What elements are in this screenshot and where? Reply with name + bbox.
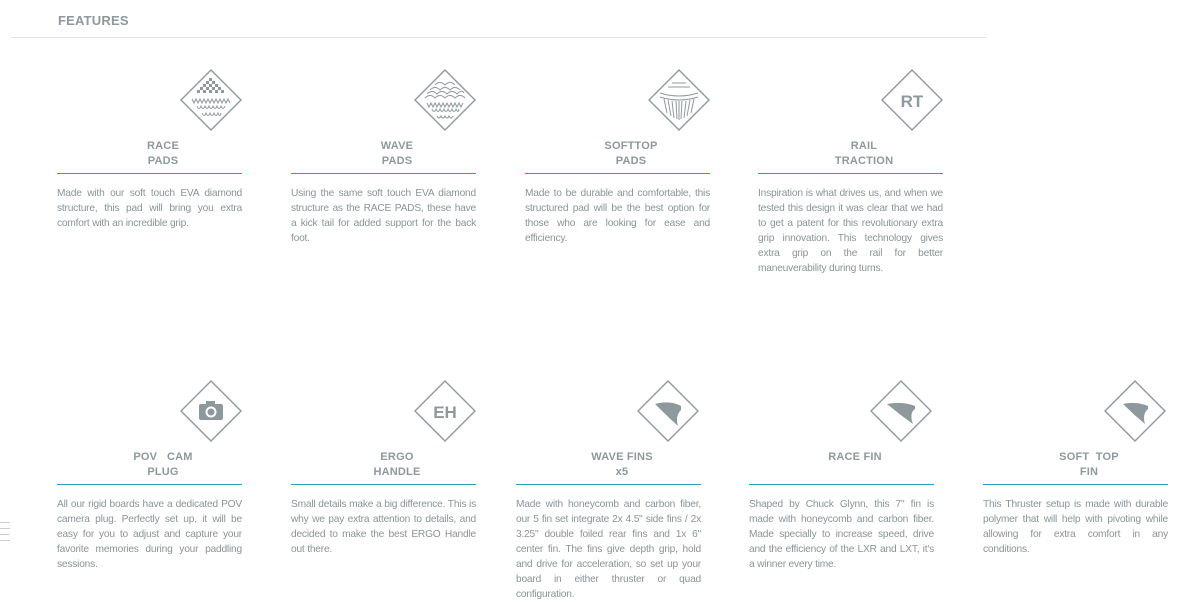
- wave-pads-icon: [414, 69, 476, 131]
- feature-description: Made with honeycomb and carbon fiber, our 5 fin set integrate 2x 4.5" side fins / 2x 3.25" double foiled rear fins and 1x 6" center fin. The fins give depth grip, hold and drive for acceleration, so set up your board in either thruster or quad configuration.: [516, 499, 701, 600]
- feature-label: RACE PADS: [147, 140, 179, 167]
- rail-traction-icon-text: RT: [900, 92, 924, 111]
- feature-divider: [57, 484, 242, 485]
- soft-top-fin-icon: [1104, 380, 1166, 442]
- feature-description: This Thruster setup is made with durable polymer that will help with pivoting while allowing for extra comfort in any conditions.: [983, 499, 1168, 555]
- section-divider: [11, 37, 987, 38]
- feature-description: All our rigid boards have a dedicated POV camera plug. Perfectly set up, it will be easy for you to adjust and capture your favorite memories during your paddling sessions.: [57, 499, 242, 570]
- feature-description: Made to be durable and comfortable, this structured pad will be the best option for those who are looking for ease and efficiency.: [525, 188, 710, 244]
- feature-label: WAVE PADS: [380, 140, 414, 167]
- ergo-handle-icon: [414, 380, 476, 442]
- feature-description: Made with our soft touch EVA diamond structure, this pad will bring you extra comfort with an incredible grip.: [57, 188, 242, 229]
- feature-divider: [758, 173, 943, 174]
- race-pads-icon: [180, 69, 242, 131]
- feature-divider: [983, 484, 1168, 485]
- feature-description: Using the same soft touch EVA diamond structure as the RACE PADS, these have a kick tail for added support for the back foot.: [291, 188, 476, 244]
- feature-label: POV CAM PLUG: [133, 451, 193, 478]
- feature-label: ERGO HANDLE: [373, 451, 421, 478]
- feature-description: Small details make a big difference. This is why we pay extra attention to details, and decided to make the best ERGO Handle out there.: [291, 499, 476, 555]
- race-fin-icon: [870, 380, 932, 442]
- feature-label: RAIL TRACTION: [834, 140, 894, 167]
- feature-description: Inspiration is what drives us, and when we tested this design it was clear that we had to get a patent for this revolutionary extra grip innovation. This technology gives extra grip on the rail for better maneuverability during turns.: [758, 188, 943, 274]
- fin-icon: [637, 380, 699, 442]
- rail-traction-icon: [881, 69, 943, 131]
- section-title: FEATURES: [58, 13, 129, 28]
- feature-label: WAVE FINS x5: [591, 451, 653, 478]
- feature-divider: [525, 173, 710, 174]
- feature-divider: [291, 173, 476, 174]
- camera-icon: [180, 380, 242, 442]
- feature-divider: [516, 484, 701, 485]
- feature-label: SOFTTOP PADS: [604, 140, 658, 167]
- feature-divider: [57, 173, 242, 174]
- feature-divider: [291, 484, 476, 485]
- feature-label: RACE FIN: [828, 451, 882, 463]
- ergo-handle-icon-text: EH: [433, 403, 457, 422]
- softtop-pads-icon: [648, 69, 710, 131]
- menu-handle-icon[interactable]: [0, 522, 10, 546]
- feature-description: Shaped by Chuck Glynn, this 7" fin is made with honeycomb and carbon fiber. Made specially to increase speed, drive and the efficiency of the LXR and LXT, it's a winner every time.: [749, 499, 934, 570]
- feature-label: SOFT TOP FIN: [1059, 451, 1119, 478]
- feature-divider: [749, 484, 934, 485]
